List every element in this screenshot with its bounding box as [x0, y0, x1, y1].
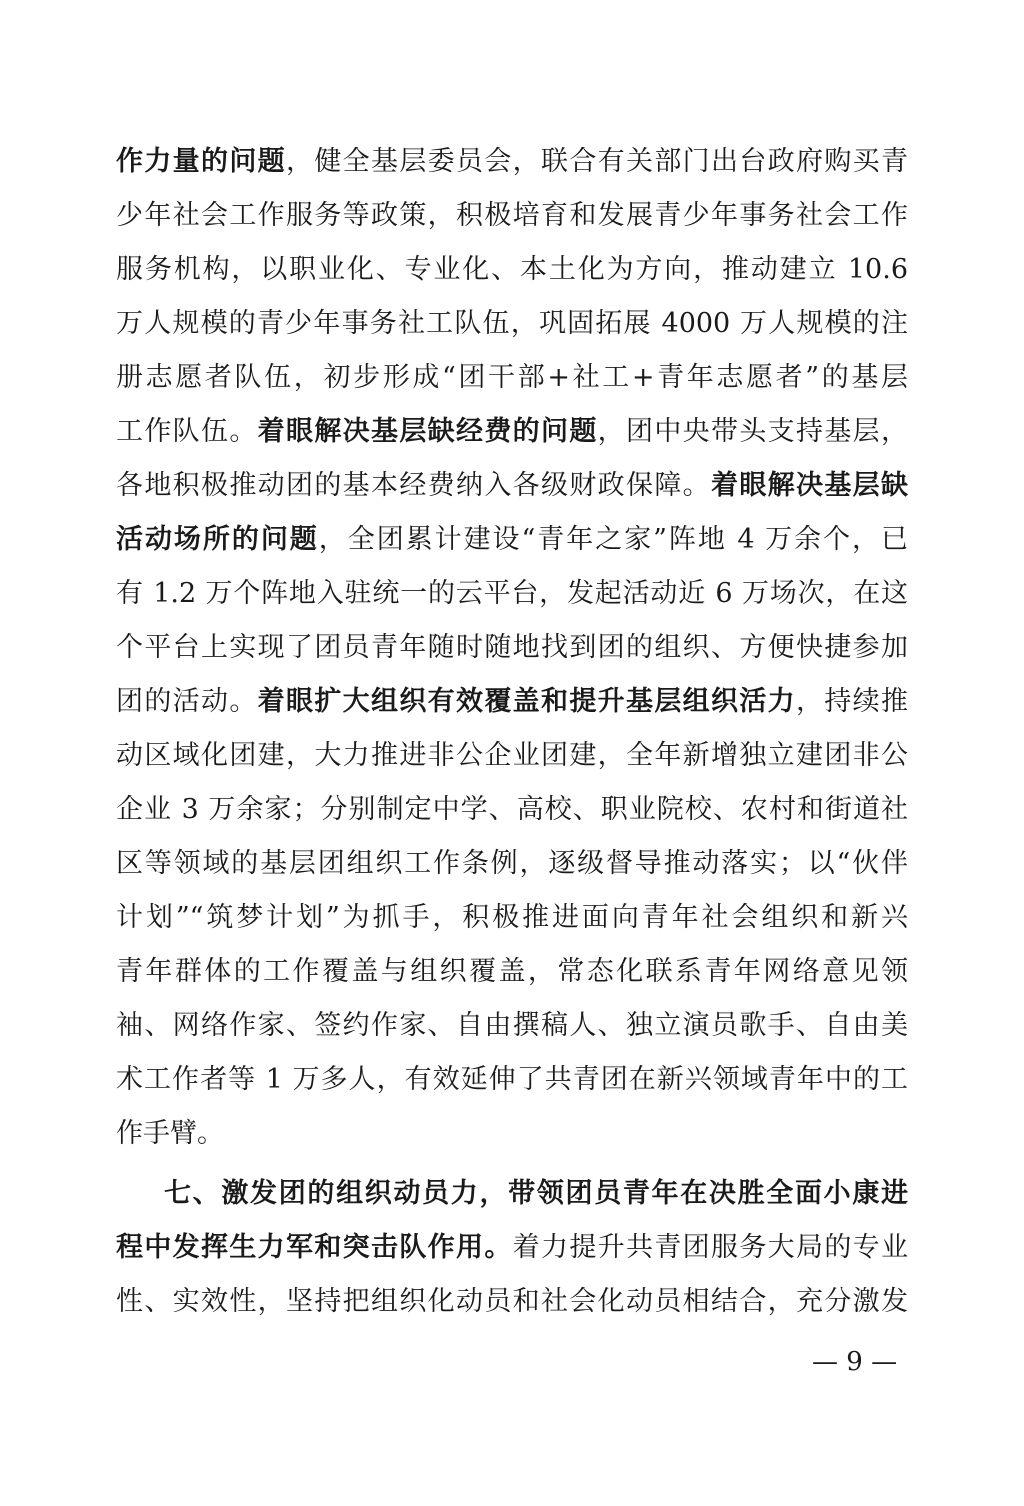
text-line — [116, 891, 908, 945]
bold-text-span: 活动场所的问题 — [116, 524, 319, 555]
text-line — [116, 1275, 908, 1329]
page-number: — 9 — — [812, 1347, 898, 1377]
text-span: ，团中央带头支持基层， — [597, 416, 909, 447]
text-span: 着力提升共青团服务大局的专业 — [512, 1232, 909, 1263]
text-line — [116, 567, 908, 621]
bold-text-span: 程中发挥生力军和突击队作用。 — [116, 1232, 513, 1263]
bold-text-span: 着眼扩大组织有效覆盖和提升基层组织活力 — [257, 686, 797, 717]
text-line — [116, 621, 908, 675]
text-span: 团的活动。 — [116, 686, 258, 717]
text-span: 少年社会工作服务等政策，积极培育和发展青少年事务社会工作 — [116, 200, 908, 231]
text-span: 计划”“筑梦计划”为抓手，积极推进面向青年社会组织和新兴 — [116, 902, 908, 933]
text-span: 工作队伍。 — [116, 416, 258, 447]
text-span: 区等领域的基层团组织工作条例，逐级督导推动落实；以“伙伴 — [116, 848, 908, 879]
text-line — [116, 1221, 908, 1275]
text-span: 各地积极推动团的基本经费纳入各级财政保障。 — [116, 470, 711, 501]
text-span: 企业 3 万余家；分别制定中学、高校、职业院校、农村和街道社 — [116, 794, 908, 825]
text-line — [116, 189, 908, 243]
text-line — [116, 243, 908, 297]
text-span: 术工作者等 1 万多人，有效延伸了共青团在新兴领域青年中的工 — [116, 1064, 908, 1095]
text-line — [116, 297, 908, 351]
text-line — [116, 837, 908, 891]
text-span: 作手臂。 — [116, 1118, 224, 1149]
bold-text-span: 着眼解决基层缺经费的问题 — [257, 416, 598, 447]
text-line — [116, 945, 908, 999]
text-span: 有 1.2 万个阵地入驻统一的云平台，发起活动近 6 万场次，在这 — [116, 578, 908, 609]
text-span: ，持续推 — [796, 686, 909, 717]
text-span: 袖、网络作家、签约作家、自由撰稿人、独立演员歌手、自由美 — [116, 1010, 908, 1041]
text-span: ，全团累计建设“青年之家”阵地 4 万余个，已 — [318, 524, 908, 555]
text-line — [116, 1053, 908, 1107]
text-span: 服务机构，以职业化、专业化、本土化为方向，推动建立 10.6 — [116, 254, 908, 285]
text-line — [116, 999, 908, 1053]
text-line — [116, 135, 908, 189]
text-span: 万人规模的青少年事务社工队伍，巩固拓展 4000 万人规模的注 — [116, 308, 908, 339]
bold-text-span: 着眼解决基层缺 — [711, 470, 908, 501]
text-line — [116, 783, 908, 837]
text-line — [116, 459, 908, 513]
text-line — [116, 1107, 908, 1161]
text-line — [116, 729, 908, 783]
bold-text-span: 作力量的问题 — [116, 146, 286, 177]
text-span: 册志愿者队伍，初步形成“团干部+社工+青年志愿者”的基层 — [116, 362, 908, 393]
text-span: 性、实效性，坚持把组织化动员和社会化动员相结合，充分激发 — [116, 1286, 908, 1317]
text-line — [116, 405, 908, 459]
text-span: ，健全基层委员会，联合有关部门出台政府购买青 — [286, 146, 908, 177]
text-line — [116, 351, 908, 405]
bold-text-span: 七、激发团的组织动员力，带领团员青年在决胜全面小康进 — [164, 1178, 908, 1209]
text-line — [164, 1167, 908, 1221]
text-span: 个平台上实现了团员青年随时随地找到团的组织、方便快捷参加 — [116, 632, 908, 663]
text-line — [116, 513, 908, 567]
text-line — [116, 675, 908, 729]
text-span: 青年群体的工作覆盖与组织覆盖，常态化联系青年网络意见领 — [116, 956, 908, 987]
text-span: 动区域化团建，大力推进非公企业团建，全年新增独立建团非公 — [116, 740, 908, 771]
